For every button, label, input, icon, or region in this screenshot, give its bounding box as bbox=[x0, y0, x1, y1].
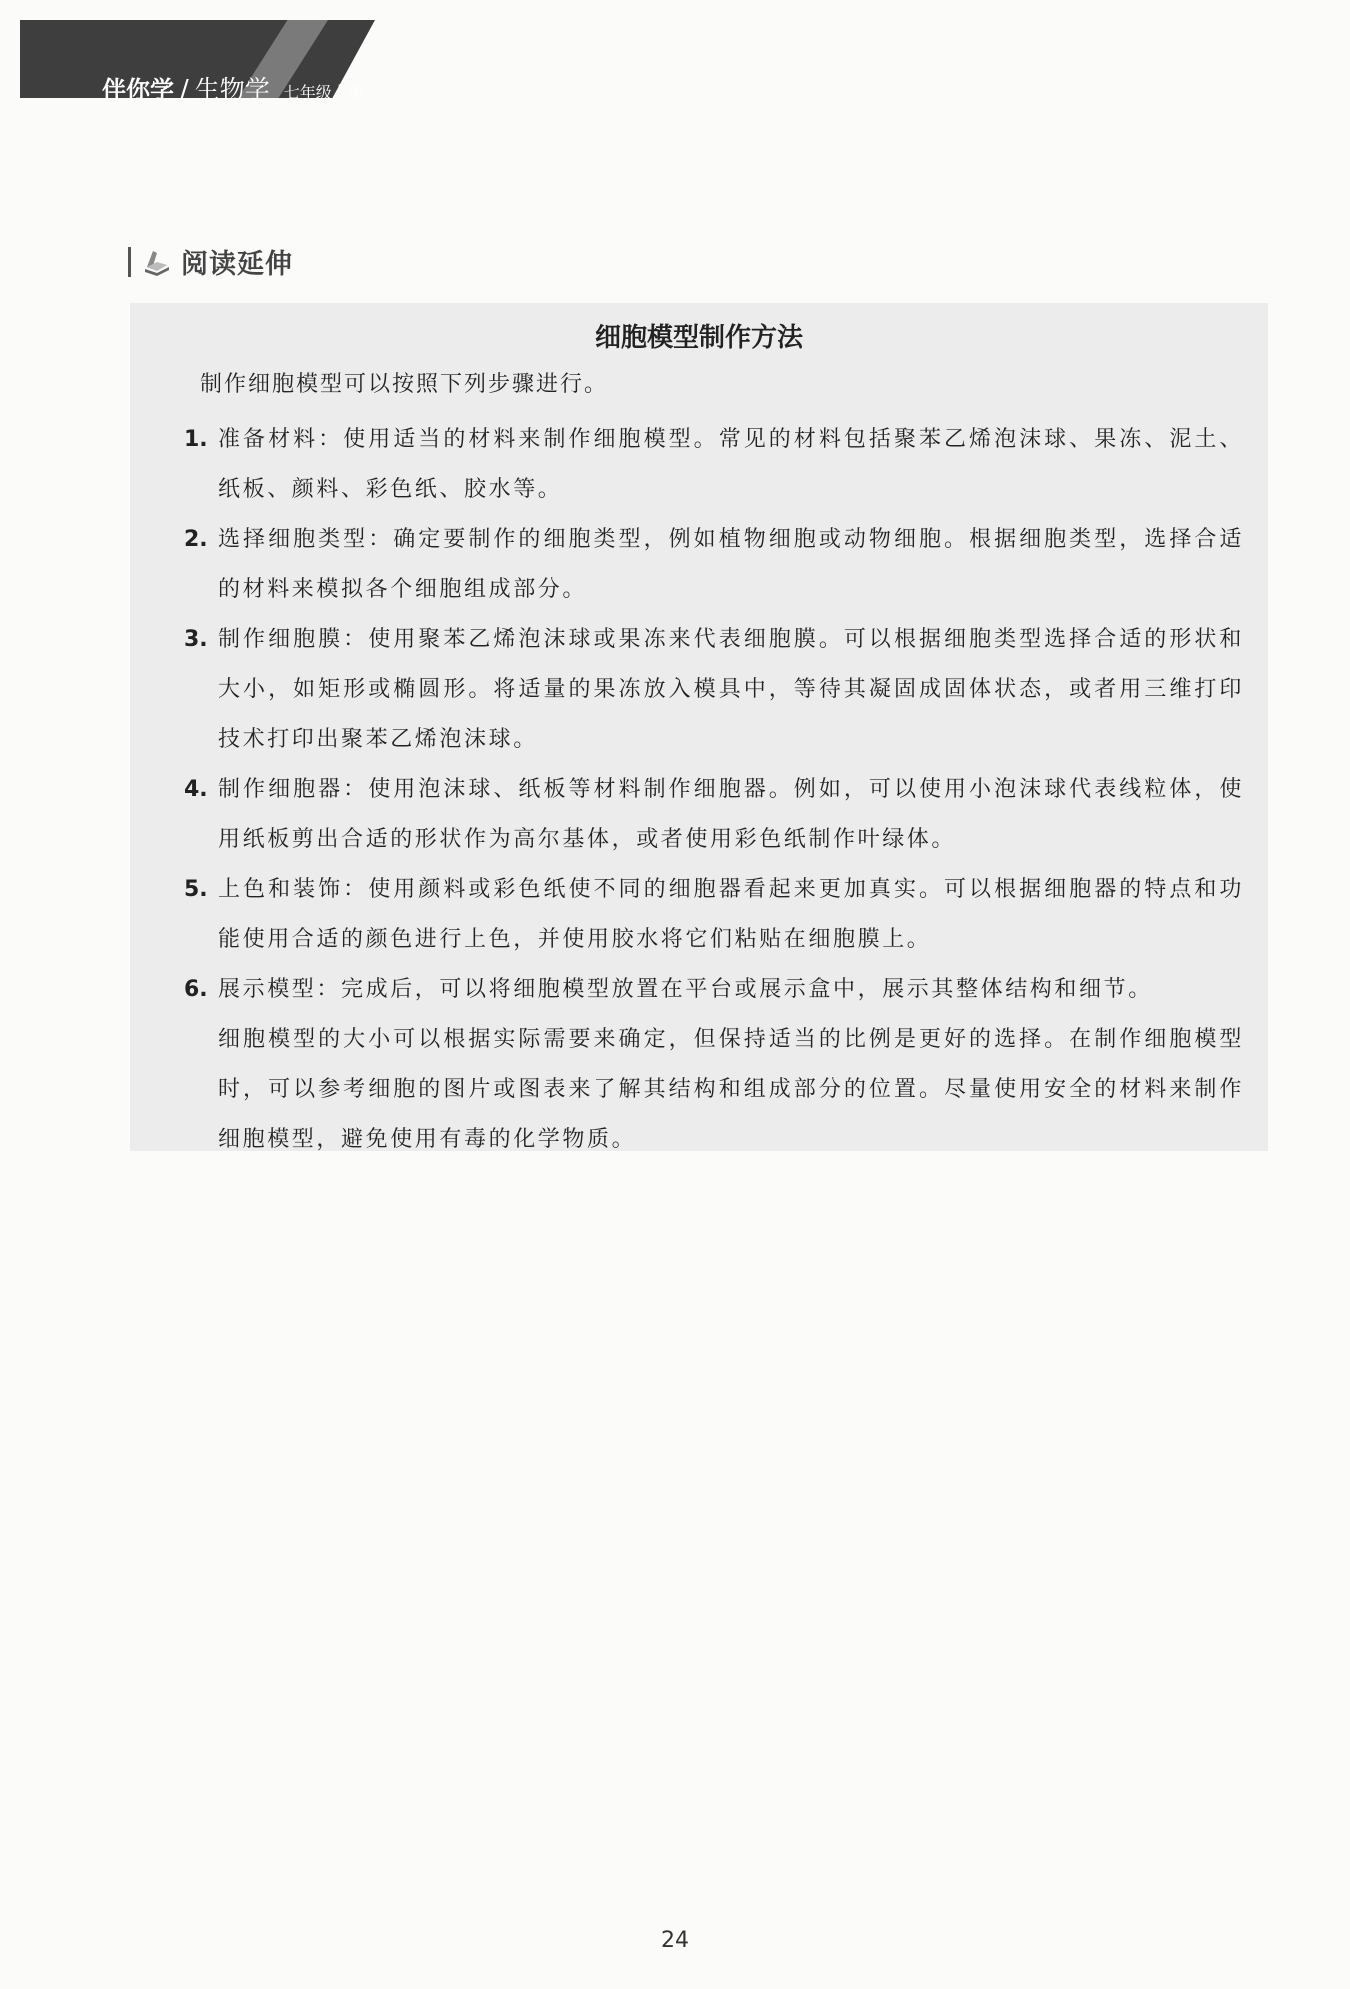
step-text: 准备材料：使用适当的材料来制作细胞模型。常见的材料包括聚苯乙烯泡沫球、果冻、泥土、纸板、颜料、彩色纸、胶水等。 bbox=[218, 427, 1244, 502]
section-bar bbox=[128, 247, 131, 277]
step-text: 选择细胞类型：确定要制作的细胞类型，例如植物细胞或动物细胞。根据细胞类型，选择合适的材料来模拟各个细胞组成部分。 bbox=[218, 527, 1244, 602]
header-divider: / bbox=[180, 75, 189, 105]
step-text: 展示模型：完成后，可以将细胞模型放置在平台或展示盒中，展示其整体结构和细节。 bbox=[218, 977, 1153, 1002]
list-item bbox=[184, 865, 1244, 965]
page-number: 24 bbox=[661, 1928, 689, 1953]
grade-label: 七年级上册 bbox=[283, 83, 364, 102]
step-text: 制作细胞膜：使用聚苯乙烯泡沫球或果冻来代表细胞膜。可以根据细胞类型选择合适的形状和大小，如矩形或椭圆形。将适量的果冻放入模具中，等待其凝固成固体状态，或者用三维打印技术打印出聚苯乙烯泡沫球。 bbox=[218, 627, 1244, 752]
step-number: 4. bbox=[184, 777, 208, 802]
book-icon bbox=[141, 247, 171, 277]
step-text: 制作细胞器：使用泡沫球、纸板等材料制作细胞器。例如，可以使用小泡沫球代表线粒体，使用纸板剪出合适的形状作为高尔基体，或者使用彩色纸制作叶绿体。 bbox=[218, 777, 1244, 852]
step-number: 5. bbox=[184, 877, 208, 902]
list-item bbox=[184, 415, 1244, 515]
list-item bbox=[184, 615, 1244, 765]
running-header bbox=[102, 70, 364, 105]
step-text: 上色和装饰：使用颜料或彩色纸使不同的细胞器看起来更加真实。可以根据细胞器的特点和功能使用合适的颜色进行上色，并使用胶水将它们粘贴在细胞膜上。 bbox=[218, 877, 1244, 952]
intro-paragraph: 制作细胞模型可以按照下列步骤进行。 bbox=[200, 372, 609, 397]
list-item bbox=[184, 965, 1244, 1015]
closing-paragraph: 细胞模型的大小可以根据实际需要来确定，但保持适当的比例是更好的选择。在制作细胞模型时，可以参考细胞的图片或图表来了解其结构和组成部分的位置。尽量使用安全的材料来制作细胞模型，避免使用有毒的化学物质。 bbox=[218, 1027, 1244, 1152]
subject-name: 生物学 bbox=[194, 75, 270, 104]
list-item bbox=[184, 765, 1244, 865]
section-heading bbox=[128, 242, 293, 281]
section-title: 阅读延伸 bbox=[181, 249, 293, 280]
brand-name: 伴你学 bbox=[102, 76, 174, 104]
steps-list bbox=[184, 415, 1244, 1165]
step-number: 6. bbox=[184, 977, 208, 1002]
step-number: 3. bbox=[184, 627, 208, 652]
article-title: 细胞模型制作方法 bbox=[594, 323, 803, 353]
reading-box bbox=[130, 303, 1268, 1151]
step-number: 1. bbox=[184, 427, 208, 452]
list-item bbox=[184, 515, 1244, 615]
step-number: 2. bbox=[184, 527, 208, 552]
